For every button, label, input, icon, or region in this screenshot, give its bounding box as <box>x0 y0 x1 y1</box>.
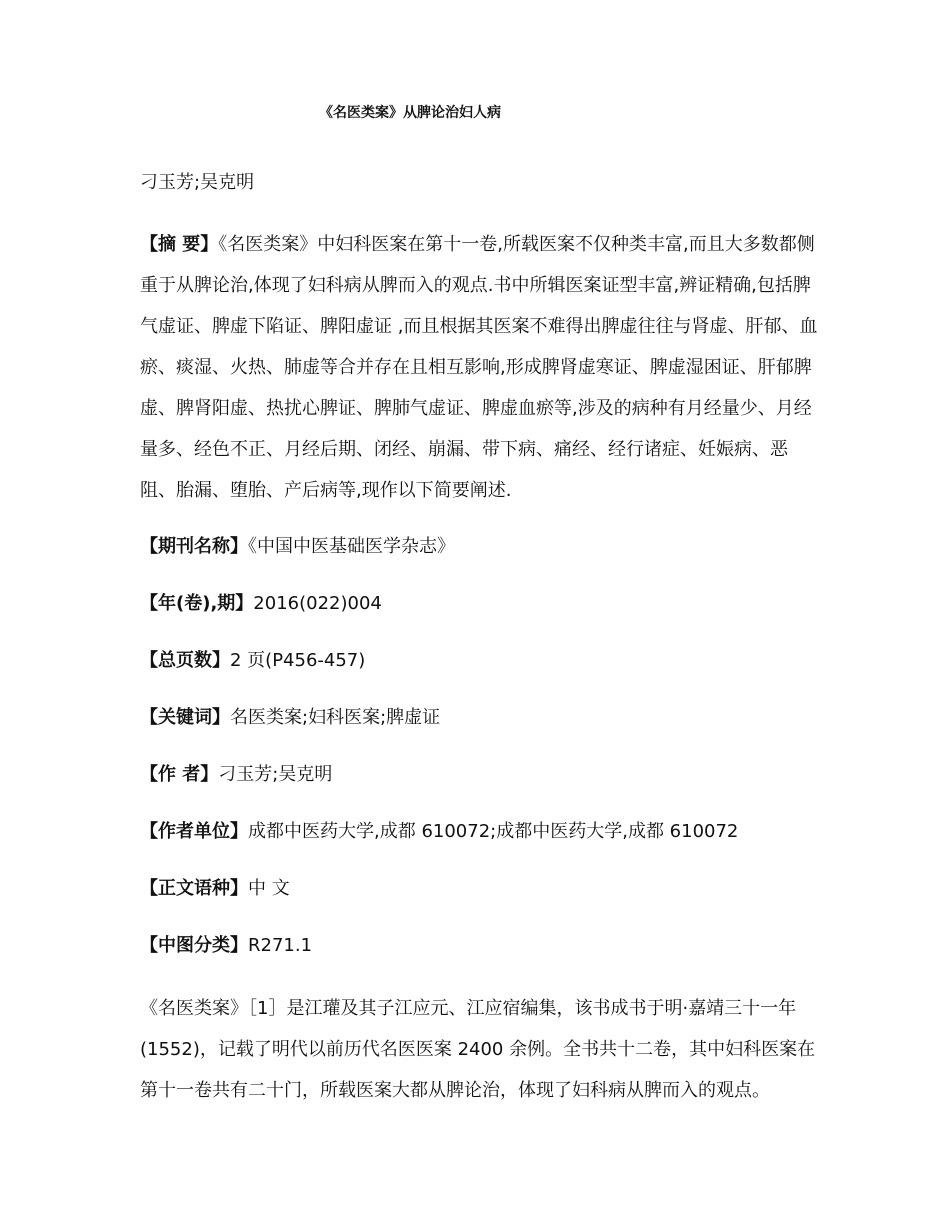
authors-label: 【作 者】 <box>140 764 219 785</box>
authors-field <box>140 760 332 786</box>
abstract-text: 《名医类案》中妇科医案在第十一卷,所载医案不仅种类丰富,而且大多数都侧重于从脾论治,体现了妇科病从脾而入的观点.书中所辑医案证型丰富,辨证精确,包括脾气虚证、脾虚下陷证、脾阳虚证 ,而且根据其医案不难得出脾虚往往与肾虚、肝郁、血瘀、痰湿、火热、肺虚等合并存在且相互影响,形成脾肾虚寒证、脾虚湿困证、肝郁脾虚、脾肾阳虚、热扰心脾证、脾肺气虚证、脾虚血瘀等,涉及的病种有月经量少、月经量多、经色不正、月经后期、闭经、崩漏、带下病、痛经、经行诸症、妊娠病、恶阻、胎漏、堕胎、产后病等,现作以下简要阐述. <box>140 234 818 501</box>
keywords-label: 【关键词】 <box>140 707 230 728</box>
authors-value: 刁玉芳;吴克明 <box>218 764 333 785</box>
journal-label: 【期刊名称】 <box>140 536 248 557</box>
journal-field <box>140 532 455 558</box>
affiliation-value: 成都中医药大学,成都 610072;成都中医药大学,成都 610072 <box>248 821 739 842</box>
author-line: 刁玉芳;吴克明 <box>140 172 255 193</box>
language-label: 【正文语种】 <box>140 878 248 899</box>
body-paragraph: 《名医类案》［1］是江瓘及其子江应元、江应宿编集，该书成书于明·嘉靖三十一年(1552)，记载了明代以前历代名医医案 2400 余例。全书共十二卷，其中妇科医案在第十一卷共有二十门，所载医案大都从脾论治，体现了妇科病从脾而入的观点。 <box>140 998 816 1101</box>
year-issue-label: 【年(卷),期】 <box>140 593 254 614</box>
keywords-field <box>140 703 440 729</box>
classification-label: 【中图分类】 <box>140 935 248 956</box>
paper-title: 《名医类案》从脾论治妇人病 <box>319 105 501 121</box>
affiliation-label: 【作者单位】 <box>140 821 248 842</box>
year-issue-field <box>140 589 382 615</box>
pages-field <box>140 646 365 672</box>
language-value: 中 文 <box>248 878 290 899</box>
abstract-block <box>140 224 820 511</box>
abstract-label: 【摘 要】 <box>140 234 219 255</box>
affiliation-field <box>140 817 738 843</box>
journal-value: 《中国中医基础医学杂志》 <box>248 536 455 557</box>
pages-value: 2 页(P456-457) <box>230 650 366 671</box>
classification-field <box>140 931 312 957</box>
classification-value: R271.1 <box>248 935 313 956</box>
keywords-value: 名医类案;妇科医案;脾虚证 <box>230 707 441 728</box>
pages-label: 【总页数】 <box>140 650 230 671</box>
year-issue-value: 2016(022)004 <box>253 593 382 614</box>
language-field <box>140 874 290 900</box>
